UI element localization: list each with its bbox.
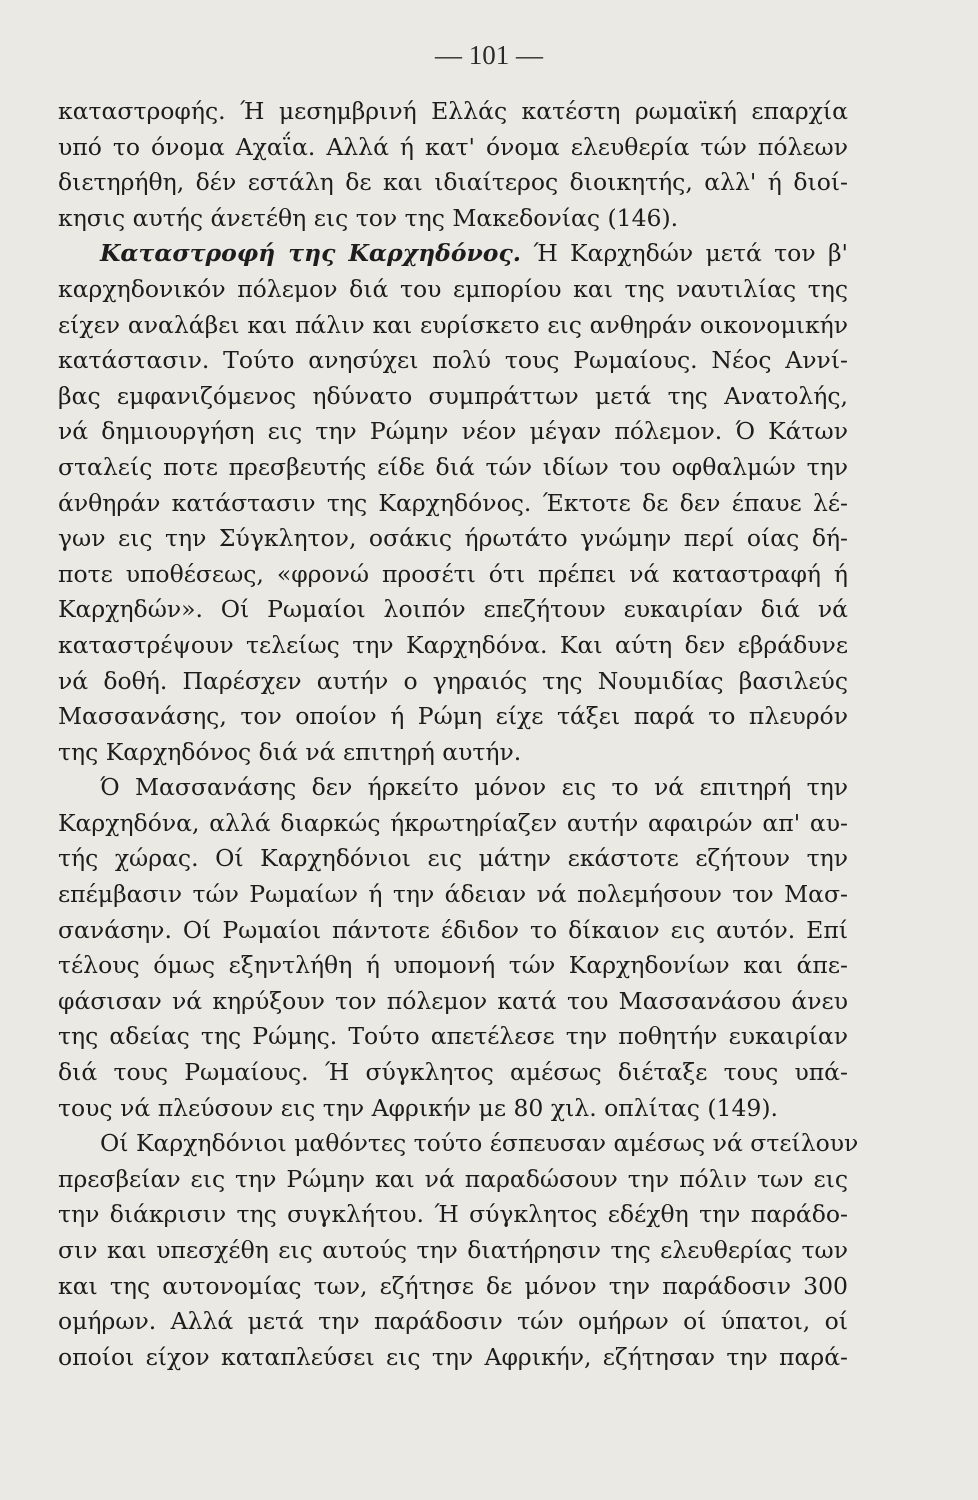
line-text: τέλους όμως εξηντλήθη ή υπομονή τών Καρχηδονίων και άπε- <box>58 951 848 980</box>
line-text: Μασσανάσης, τον οποίον ή Ρώμη είχε τάξει παρά το πλευρόν <box>58 702 848 731</box>
body-text <box>58 94 859 1375</box>
line-text: τής χώρας. Οί Καρχηδόνιοι εις μάτην εκάστοτε εζήτουν την <box>58 844 848 873</box>
text-line <box>58 1304 848 1340</box>
text-line <box>58 414 848 450</box>
text-line <box>58 735 848 771</box>
line-text: Οί Καρχηδόνιοι μαθόντες τούτο έσπευσαν αμέσως νά στείλουν <box>100 1129 859 1158</box>
text-line <box>58 557 848 593</box>
line-text: σταλείς ποτε πρεσβευτής είδε διά τών ιδίων του οφθαλμών την <box>58 452 848 481</box>
line-text: είχεν αναλάβει και πάλιν και ευρίσκετο εις ανθηράν οικονομικήν <box>58 310 848 339</box>
line-text: Ή Καρχηδών μετά τον β' <box>533 239 848 268</box>
text-line <box>58 1055 848 1091</box>
text-line <box>58 1019 848 1055</box>
line-text: τους νά πλεύσουν εις την Αφρικήν με 80 χιλ. οπλίτας (149). <box>58 1093 778 1122</box>
text-line <box>58 1091 848 1127</box>
line-text: καταστρέψουν τελείως την Καρχηδόνα. Και αύτη δεν εβράδυνε <box>58 630 848 659</box>
text-line <box>58 1340 848 1376</box>
line-text: καρχηδονικόν πόλεμον διά του εμπορίου και της ναυτιλίας της <box>58 274 848 303</box>
line-text: επέμβασιν τών Ρωμαίων ή την άδειαν νά πολεμήσουν τον Μασ- <box>58 880 848 909</box>
line-text: σανάσην. Οί Ρωμαίοι πάντοτε έδιδον το δίκαιον εις αυτόν. Επί <box>58 915 848 944</box>
line-text: Καρχηδών». Οί Ρωμαίοι λοιπόν επεζήτουν ευκαιρίαν διά νά <box>58 595 848 624</box>
line-text: ποτε υποθέσεως, «φρονώ προσέτι ότι πρέπει νά καταστραφή ή <box>58 559 848 588</box>
line-text: γων εις την Σύγκλητον, οσάκις ήρωτάτο γνώμην περί οίας δή- <box>58 524 848 553</box>
line-text: διά τους Ρωμαίους. Ή σύγκλητος αμέσως διέταξε τους υπά- <box>58 1058 848 1087</box>
text-line <box>58 236 848 272</box>
text-line <box>58 699 848 735</box>
line-text: καταστροφής. Ή μεσημβρινή Ελλάς κατέστη ρωμαϊκή επαρχία <box>58 97 848 125</box>
text-line <box>58 1233 848 1269</box>
line-text: και της αυτονομίας των, εζήτησε δε μόνον την παράδοσιν 300 <box>58 1271 848 1300</box>
line-text: διετηρήθη, δέν εστάλη δε και ιδιαίτερος διοικητής, αλλ' ή διοί- <box>58 168 848 197</box>
text-line <box>58 877 848 913</box>
text-line <box>58 806 848 842</box>
text-line <box>58 592 848 628</box>
line-text: κατάστασιν. Τούτο ανησύχει πολύ τους Ρωμαίους. Νέος Αννί- <box>58 346 848 375</box>
line-text: της Καρχηδόνος διά νά επιτηρή αυτήν. <box>58 737 522 766</box>
text-line <box>58 130 848 166</box>
text-line <box>58 1269 848 1305</box>
line-text: νά δοθή. Παρέσχεν αυτήν ο γηραιός της Νουμιδίας βασιλεύς <box>58 666 848 695</box>
text-line <box>58 450 848 486</box>
line-text: πρεσβείαν εις την Ρώμην και νά παραδώσουν την πόλιν των εις <box>58 1164 848 1193</box>
text-line <box>58 272 848 308</box>
text-line <box>58 913 848 949</box>
text-line <box>58 486 848 522</box>
line-text: της αδείας της Ρώμης. Τούτο απετέλεσε την ποθητήν ευκαιρίαν <box>58 1022 848 1051</box>
text-line <box>58 343 848 379</box>
text-line <box>58 948 848 984</box>
line-text: την διάκρισιν της συγκλήτου. Ή σύγκλητος εδέχθη την παράδο- <box>58 1200 848 1229</box>
text-line <box>58 165 848 201</box>
line-text: οποίοι είχον καταπλεύσει εις την Αφρικήν, εζήτησαν την παρά- <box>58 1342 848 1371</box>
text-line <box>58 984 848 1020</box>
line-text: Καρχηδόνα, αλλά διαρκώς ήκρωτηρίαζεν αυτήν αφαιρών απ' αυ- <box>58 808 848 837</box>
text-line <box>58 201 848 237</box>
line-text: υπό το όνομα Αχαΐα. Αλλά ή κατ' όνομα ελευθερία τών πόλεων <box>58 132 848 161</box>
line-text: Ό Μασσανάσης δεν ήρκείτο μόνον εις το νά επιτηρή την <box>100 773 848 802</box>
text-line <box>58 770 848 806</box>
line-text: ομήρων. Αλλά μετά την παράδοσιν τών ομήρων οί ύπατοι, οί <box>58 1307 848 1336</box>
text-line <box>58 1162 848 1198</box>
text-line <box>58 1126 859 1162</box>
line-text: κησις αυτής άνετέθη εις τον της Μακεδονίας (146). <box>58 203 679 232</box>
line-text: άνθηράν κατάστασιν της Καρχηδόνος. Έκτοτε δε δεν έπαυε λέ- <box>58 488 848 517</box>
line-text: σιν και υπεσχέθη εις αυτούς την διατήρησιν της ελευθερίας των <box>58 1236 848 1264</box>
text-line <box>58 379 848 415</box>
line-text: νά δημιουργήση εις την Ρώμην νέον μέγαν πόλεμον. Ό Κάτων <box>58 417 848 446</box>
text-line <box>58 628 848 664</box>
text-line <box>58 1197 848 1233</box>
text-line <box>58 308 848 344</box>
section-heading: Καταστροφή της Καρχηδόνος. <box>100 239 521 268</box>
text-line <box>58 841 848 877</box>
line-text: φάσισαν νά κηρύξουν τον πόλεμον κατά του Μασσανάσου άνευ <box>58 986 848 1015</box>
page-number: — 101 — <box>435 40 543 70</box>
line-text: βας εμφανιζόμενος ηδύνατο συμπράττων μετά της Ανατολής, <box>58 381 848 410</box>
text-line <box>58 664 848 700</box>
text-line <box>58 521 848 557</box>
text-line <box>58 94 848 130</box>
